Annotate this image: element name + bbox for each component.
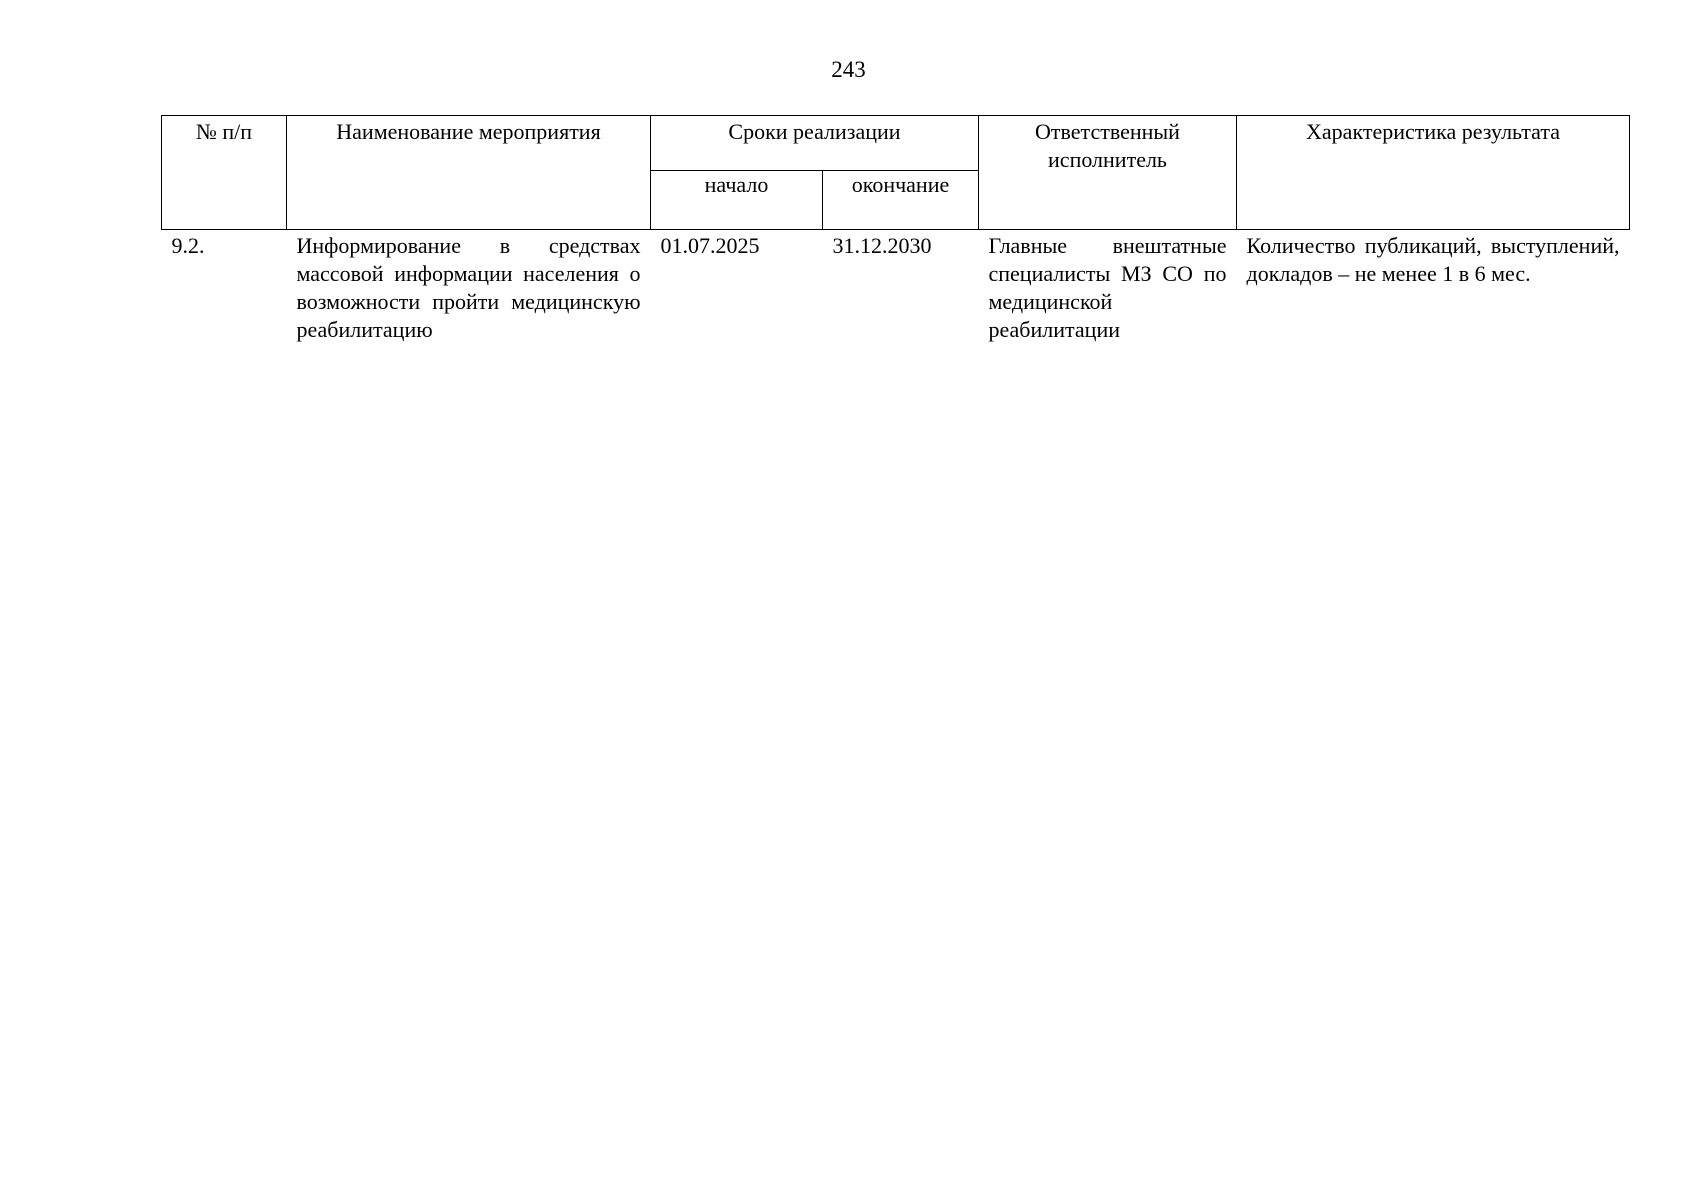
header-number: № п/п xyxy=(162,116,287,230)
header-responsible: Ответственный исполнитель xyxy=(979,116,1237,230)
header-activity-name: Наименование мероприятия xyxy=(287,116,651,230)
cell-number: 9.2. xyxy=(171,233,205,258)
cell-start-date: 01.07.2025 xyxy=(660,233,760,258)
page-number: 243 xyxy=(831,57,866,82)
cell-end-date: 31.12.2030 xyxy=(832,233,932,258)
cell-activity-name: Информирование в средствах массовой информации населения о возможности пройти медицинскую реабилитацию xyxy=(296,233,641,342)
table-row xyxy=(162,230,1630,345)
table-header xyxy=(162,116,1630,230)
header-result: Характеристика результата xyxy=(1237,116,1630,230)
header-start: начало xyxy=(651,171,823,230)
cell-result: Количество публикаций, выступлений, докладов – не менее 1 в 6 мес. xyxy=(1246,233,1620,286)
cell-responsible: Главные внештатные специалисты МЗ СО по медицинской реабилитации xyxy=(988,233,1227,342)
header-end: окончание xyxy=(823,171,979,230)
header-implementation-dates: Сроки реализации xyxy=(651,116,979,171)
activities-table xyxy=(161,115,1630,344)
